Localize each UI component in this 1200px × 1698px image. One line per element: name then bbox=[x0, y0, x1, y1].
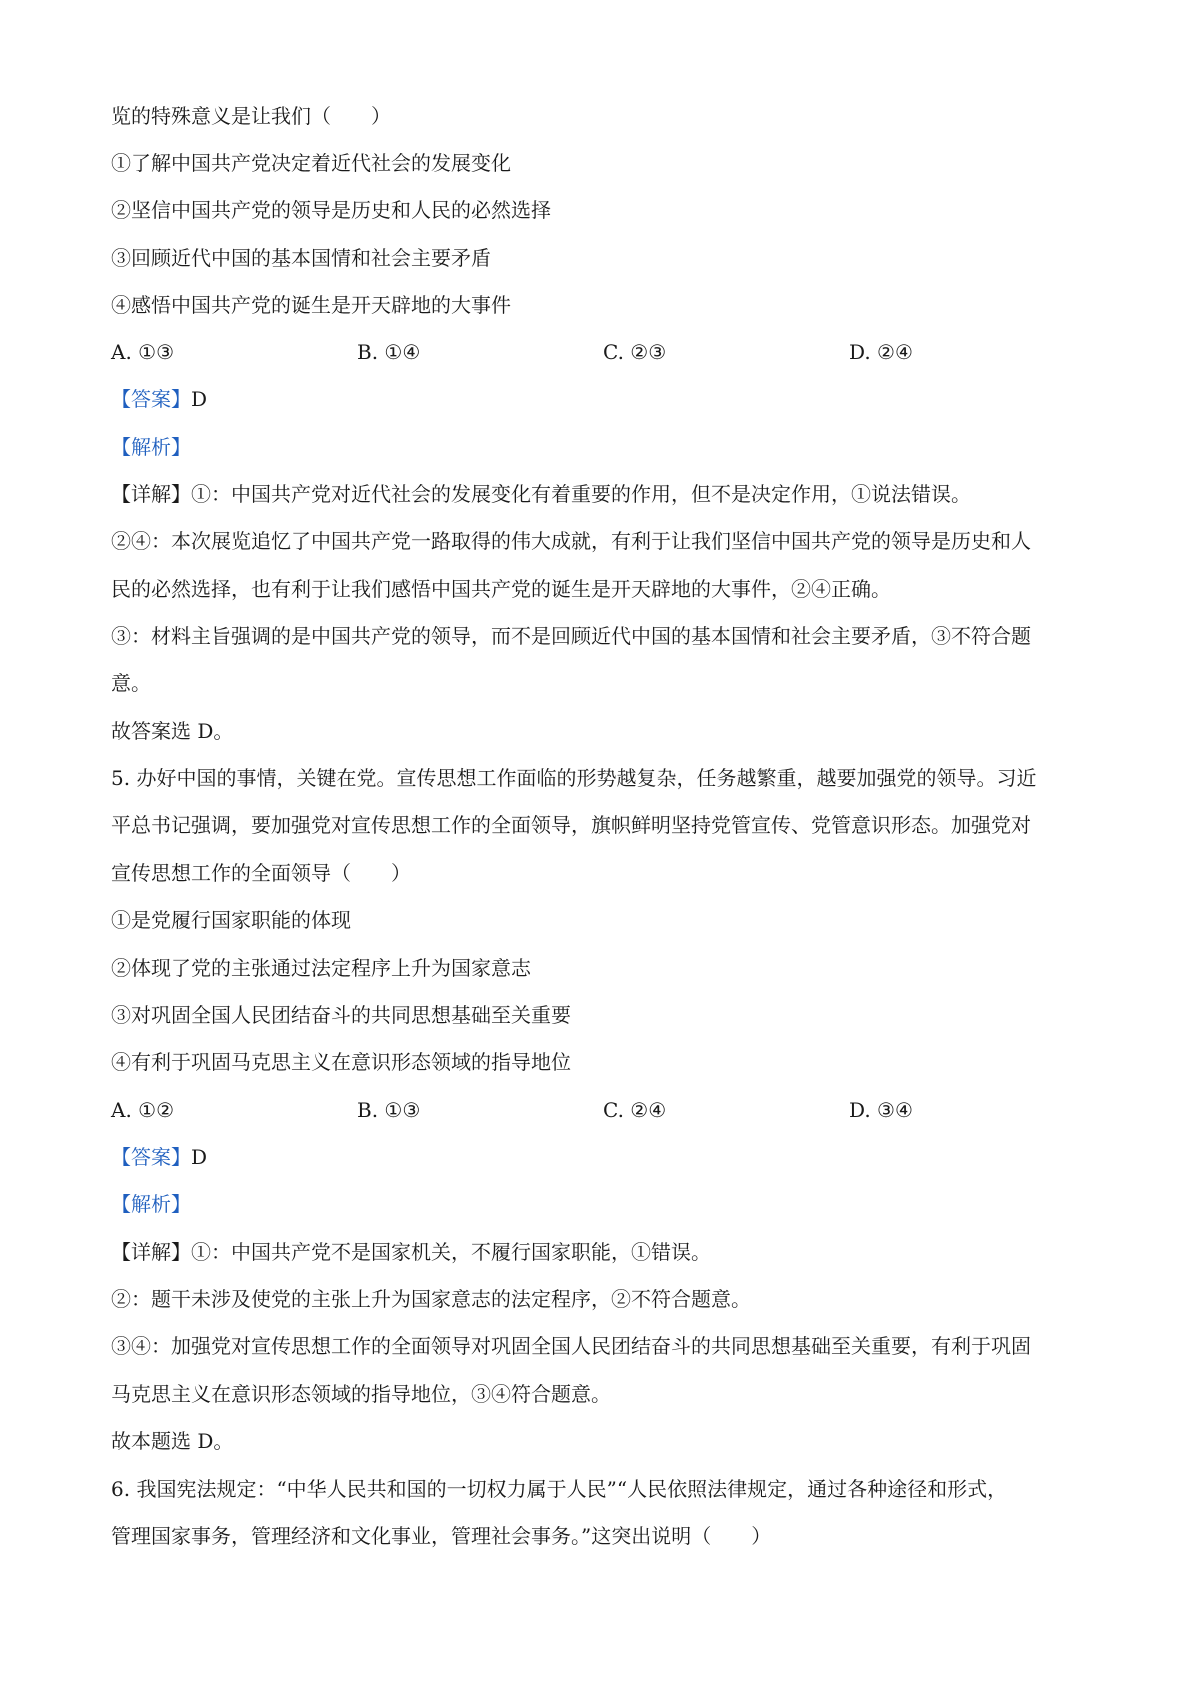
q4-detail-3: 民的必然选择，也有利于让我们感悟中国共产党的诞生是开天辟地的大事件，②④正确。 bbox=[111, 577, 891, 601]
q4-detail-1: 【详解】①：中国共产党对近代社会的发展变化有着重要的作用，但不是决定作用，①说法错误。 bbox=[111, 482, 971, 506]
q4-option-a: A. ①③ bbox=[111, 340, 175, 364]
q5-stem-2: 平总书记强调，要加强党对宣传思想工作的全面领导，旗帜鲜明坚持党管宣传、党管意识形态。加强党对 bbox=[111, 813, 1031, 837]
q4-option-d: D. ②④ bbox=[849, 340, 913, 364]
q5-answer-value: D bbox=[191, 1145, 208, 1169]
q4-item-3: ③回顾近代中国的基本国情和社会主要矛盾 bbox=[111, 246, 491, 270]
q4-stem-tail: 览的特殊意义是让我们（ ） bbox=[111, 104, 391, 128]
q5-analysis-label: 【解析】 bbox=[111, 1192, 191, 1216]
q5-detail-1: 【详解】①：中国共产党不是国家机关，不履行国家职能，①错误。 bbox=[111, 1240, 711, 1264]
q5-stem-3: 宣传思想工作的全面领导（ ） bbox=[111, 861, 411, 885]
q4-option-c: C. ②③ bbox=[603, 340, 667, 364]
q4-conclusion: 故答案选 D。 bbox=[111, 719, 234, 743]
q4-answer-label: 【答案】 bbox=[111, 387, 191, 411]
q5-detail-4: 马克思主义在意识形态领域的指导地位，③④符合题意。 bbox=[111, 1382, 611, 1406]
q4-item-4: ④感悟中国共产党的诞生是开天辟地的大事件 bbox=[111, 293, 511, 317]
q4-detail-5: 意。 bbox=[111, 671, 151, 695]
q4-answer bbox=[111, 386, 207, 412]
q5-item-3: ③对巩固全国人民团结奋斗的共同思想基础至关重要 bbox=[111, 1003, 571, 1027]
q4-detail-2: ②④：本次展览追忆了中国共产党一路取得的伟大成就，有利于让我们坚信中国共产党的领导是历史和人 bbox=[111, 529, 1031, 553]
q4-answer-value: D bbox=[191, 387, 208, 411]
q5-option-b: B. ①③ bbox=[357, 1098, 421, 1122]
q4-detail-4: ③：材料主旨强调的是中国共产党的领导，而不是回顾近代中国的基本国情和社会主要矛盾，③不符合题 bbox=[111, 624, 1031, 648]
q5-item-2: ②体现了党的主张通过法定程序上升为国家意志 bbox=[111, 956, 531, 980]
q4-analysis-label: 【解析】 bbox=[111, 435, 191, 459]
q5-detail-2: ②：题干未涉及使党的主张上升为国家意志的法定程序，②不符合题意。 bbox=[111, 1287, 751, 1311]
q5-detail-3: ③④：加强党对宣传思想工作的全面领导对巩固全国人民团结奋斗的共同思想基础至关重要，有利于巩固 bbox=[111, 1334, 1031, 1358]
q5-item-1: ①是党履行国家职能的体现 bbox=[111, 908, 351, 932]
q4-item-2: ②坚信中国共产党的领导是历史和人民的必然选择 bbox=[111, 198, 551, 222]
q5-option-a: A. ①② bbox=[111, 1098, 175, 1122]
q5-stem-1: 5. 办好中国的事情，关键在党。宣传思想工作面临的形势越复杂，任务越繁重，越要加强党的领导。习近 bbox=[111, 766, 1037, 790]
q4-option-b: B. ①④ bbox=[357, 340, 421, 364]
q5-option-d: D. ③④ bbox=[849, 1098, 913, 1122]
q6-stem-2: 管理国家事务，管理经济和文化事业，管理社会事务。”这突出说明（ ） bbox=[111, 1524, 772, 1548]
q5-answer bbox=[111, 1144, 207, 1170]
q5-answer-label: 【答案】 bbox=[111, 1145, 191, 1169]
q6-stem-1: 6. 我国宪法规定：“中华人民共和国的一切权力属于人民”“人民依照法律规定，通过各种途径和形式， bbox=[111, 1477, 1008, 1501]
q4-item-1: ①了解中国共产党决定着近代社会的发展变化 bbox=[111, 151, 511, 175]
q5-conclusion: 故本题选 D。 bbox=[111, 1429, 234, 1453]
q5-item-4: ④有利于巩固马克思主义在意识形态领域的指导地位 bbox=[111, 1050, 571, 1074]
q5-option-c: C. ②④ bbox=[603, 1098, 667, 1122]
